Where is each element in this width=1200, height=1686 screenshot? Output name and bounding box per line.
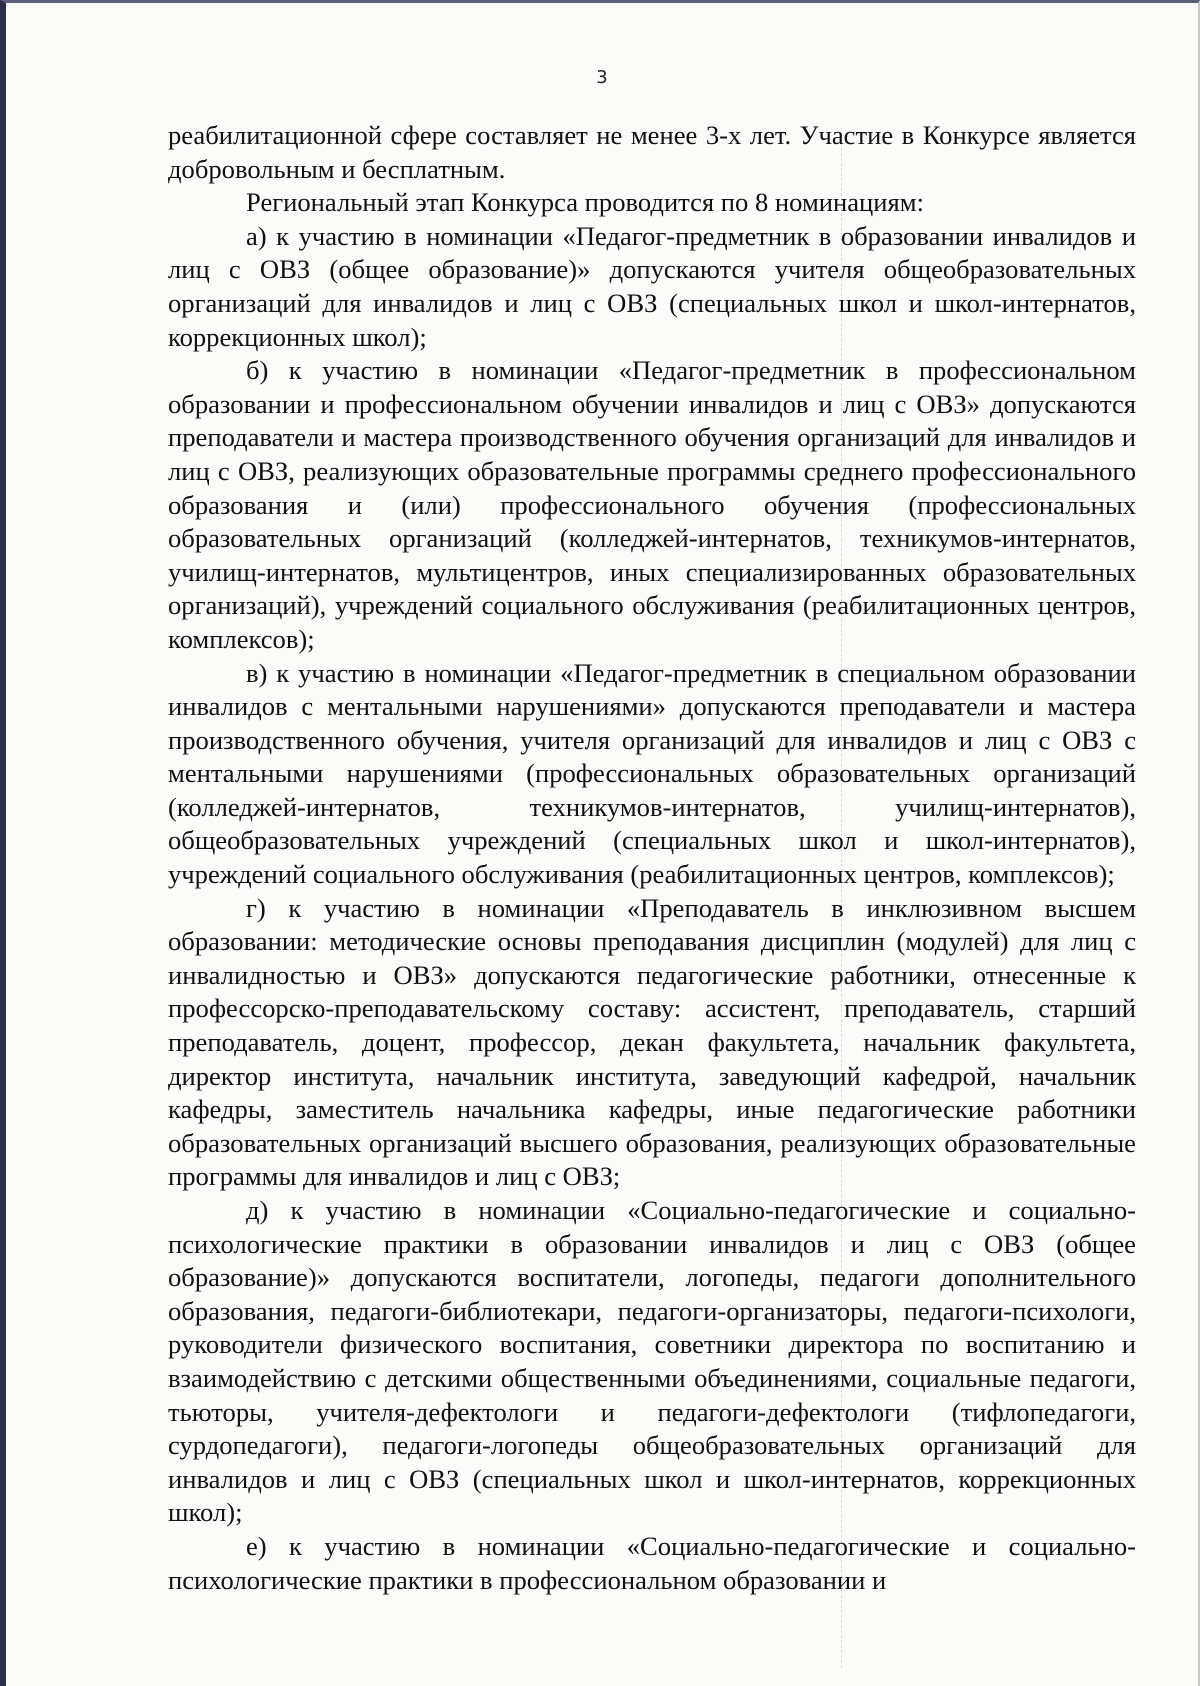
paragraph-nomination-e: е) к участию в номинации «Социально-педагогические и социально-психологические практики в профессиональном образовании и xyxy=(168,1530,1136,1595)
paragraph-nomination-g: г) к участию в номинации «Преподаватель в инклюзивном высшем образовании: методические основы преподавания дисциплин (модулей) для лиц с инвалидностью и ОВЗ» допускаются педагогические работники, отнесенные к профессорско-преподавательскому составу: ассистент, преподаватель, старший преподаватель, доцент, профессор, декан факультета, начальник факультета, директор института, начальник института, заведующий кафедрой, начальник кафедры, заместитель начальника кафедры, иные педагогические работники образовательных организаций высшего образования, реализующих образовательные программы для инвалидов и лиц с ОВЗ; xyxy=(168,892,1136,1192)
paragraph-nomination-v: в) к участию в номинации «Педагог-предметник в специальном образовании инвалидов с ментальными нарушениями» допускаются преподаватели и мастера производственного обучения, учителя организаций для инвалидов и лиц с ОВЗ с ментальными нарушениями (профессиональных образовательных организаций (колледжей-интернатов, техникумов-интернатов, училищ-интернатов), общеобразовательных учреждений (специальных школ и школ-интернатов), учреждений социального обслуживания (реабилитационных центров, комплексов); xyxy=(168,657,1136,890)
document-body xyxy=(168,119,1136,1597)
paragraph-nominations-intro: Региональный этап Конкурса проводится по 8 номинациям: xyxy=(246,187,924,218)
paragraph-nomination-b: б) к участию в номинации «Педагог-предметник в профессиональном образовании и профессиональном обучении инвалидов и лиц с ОВЗ» допускаются преподаватели и мастера производственного обучения организаций для инвалидов и лиц с ОВЗ, реализующих образовательные программы среднего профессионального образования и (или) профессионального обучения (профессиональных образовательных организаций (колледжей-интернатов, техникумов-интернатов, училищ-интернатов, мультицентров, иных специализированных образовательных организаций), учреждений социального обслуживания (реабилитационных центров, комплексов); xyxy=(168,355,1136,654)
paragraph-nomination-a: а) к участию в номинации «Педагог-предметник в образовании инвалидов и лиц с ОВЗ (общее образование)» допускаются учителя общеобразовательных организаций для инвалидов и лиц с ОВЗ (специальных школ и школ-интернатов, коррекционных школ); xyxy=(168,220,1136,352)
paragraph-continuation: реабилитационной сфере составляет не менее 3-х лет. Участие в Конкурсе является добровольным и бесплатным. xyxy=(168,120,1136,184)
page-number: 3 xyxy=(596,67,608,88)
paragraph-nomination-d: д) к участию в номинации «Социально-педагогические и социально-психологические практики в образовании инвалидов и лиц с ОВЗ (общее образование)» допускаются воспитатели, логопеды, педагоги дополнительного образования, педагоги-библиотекари, педагоги-организаторы, педагоги-психологи, руководители физического воспитания, советники директора по воспитанию и взаимодействию с детскими общественными объединениями, социальные педагоги, тьюторы, учителя-дефектологи и педагоги-дефектологи (тифлопедагоги, сурдопедагоги), педагоги-логопеды общеобразовательных организаций для инвалидов и лиц с ОВЗ (специальных школ и школ-интернатов, коррекционных школ); xyxy=(168,1195,1136,1528)
